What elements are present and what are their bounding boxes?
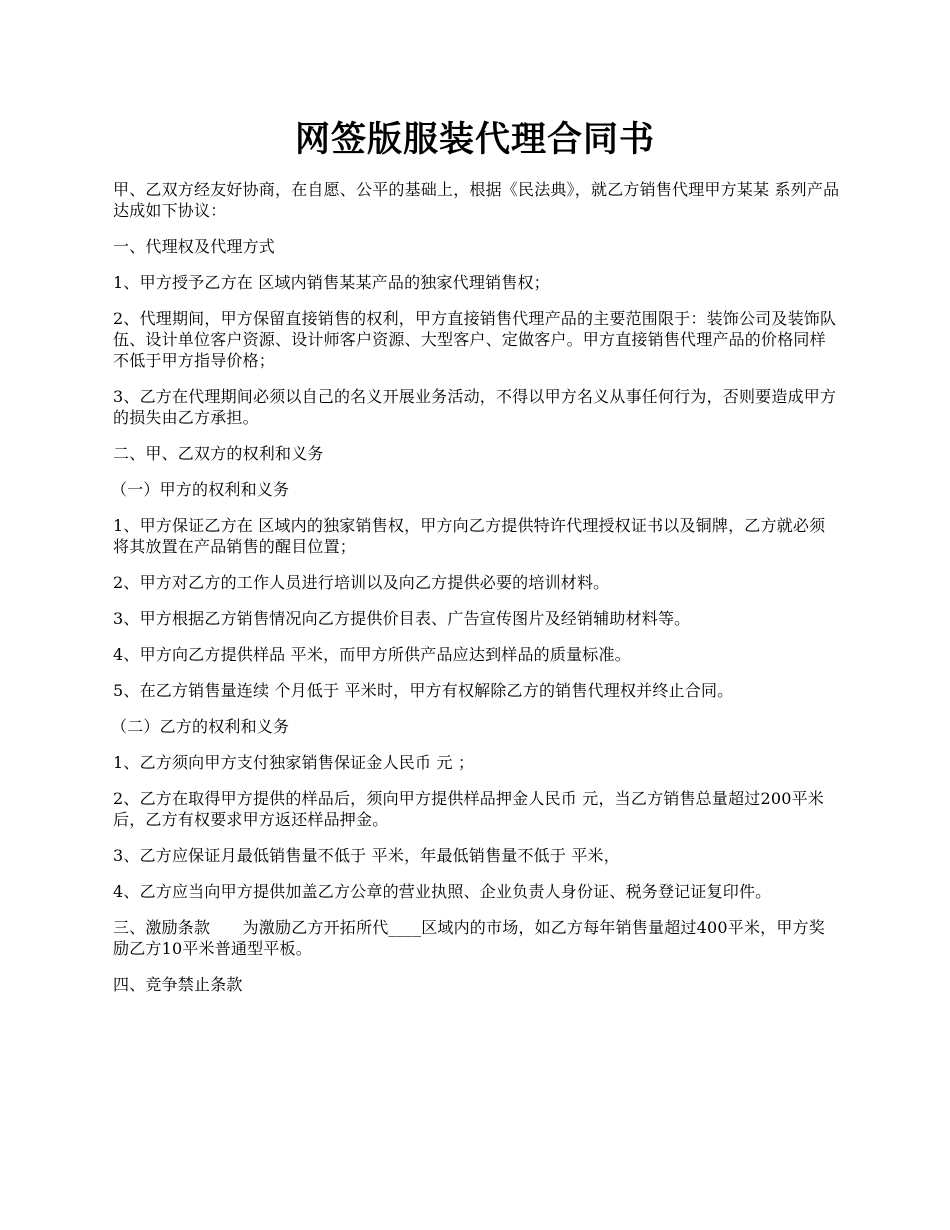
paragraph-2a-2: 2、甲方对乙方的工作人员进行培训以及向乙方提供必要的培训材料。 — [113, 573, 610, 592]
paragraph-1-3: 3、乙方在代理期间必须以自己的名义开展业务活动，不得以甲方名义从事任何行为，否则要造成甲方的损失由乙方承担。 — [113, 387, 837, 427]
paragraph-2b-1: 1、乙方须向甲方支付独家销售保证金人民币 元 ； — [113, 753, 475, 772]
paragraph-2a-5: 5、在乙方销售量连续 个月低于 平米时，甲方有权解除乙方的销售代理权并终止合同。 — [113, 681, 734, 700]
section-heading-1: 一、代理权及代理方式 — [113, 237, 276, 256]
paragraph-2b-4: 4、乙方应当向甲方提供加盖乙方公章的营业执照、企业负责人身份证、税务登记证复印件。 — [113, 882, 772, 901]
paragraph-2b-3: 3、乙方应保证月最低销售量不低于 平米，年最低销售量不低于 平米， — [113, 846, 620, 865]
section-heading-2: 二、甲、乙双方的权利和义务 — [113, 444, 324, 463]
paragraph-2a-1: 1、甲方保证乙方在 区域内的独家销售权，甲方向乙方提供特许代理授权证书以及铜牌，乙方就必须将其放置在产品销售的醒目位置； — [113, 516, 826, 556]
document-title: 网签版服装代理合同书 — [294, 119, 655, 160]
document-body — [113, 179, 841, 1010]
paragraph-2a-4: 4、甲方向乙方提供样品 平米，而甲方所供产品应达到样品的质量标准。 — [113, 645, 631, 664]
subsection-heading-party-b: （二）乙方的权利和义务 — [111, 717, 290, 736]
paragraph-1-1: 1、甲方授予乙方在 区域内销售某某产品的独家代理销售权； — [113, 273, 550, 292]
paragraph-preamble: 甲、乙双方经友好协商，在自愿、公平的基础上，根据《民法典》，就乙方销售代理甲方某某 系列产品达成如下协议： — [113, 180, 840, 220]
section-heading-3-incentive: 三、激励条款 为激励乙方开拓所代____区域内的市场，如乙方每年销售量超过400平米，甲方奖励乙方10平米普通型平板。 — [113, 918, 825, 958]
section-heading-4: 四、竞争禁止条款 — [113, 975, 243, 994]
paragraph-2b-2: 2、乙方在取得甲方提供的样品后，须向甲方提供样品押金人民币 元，当乙方销售总量超过200平米后，乙方有权要求甲方返还样品押金。 — [113, 789, 825, 829]
paragraph-1-2: 2、代理期间，甲方保留直接销售的权利，甲方直接销售代理产品的主要范围限于：装饰公司及装饰队伍、设计单位客户资源、设计师客户资源、大型客户、定做客户。甲方直接销售代理产品的价格同样不低于甲方指导价格； — [113, 309, 837, 370]
paragraph-2a-3: 3、甲方根据乙方销售情况向乙方提供价目表、广告宣传图片及经销辅助材料等。 — [113, 609, 691, 628]
subsection-heading-party-a: （一）甲方的权利和义务 — [111, 480, 290, 499]
